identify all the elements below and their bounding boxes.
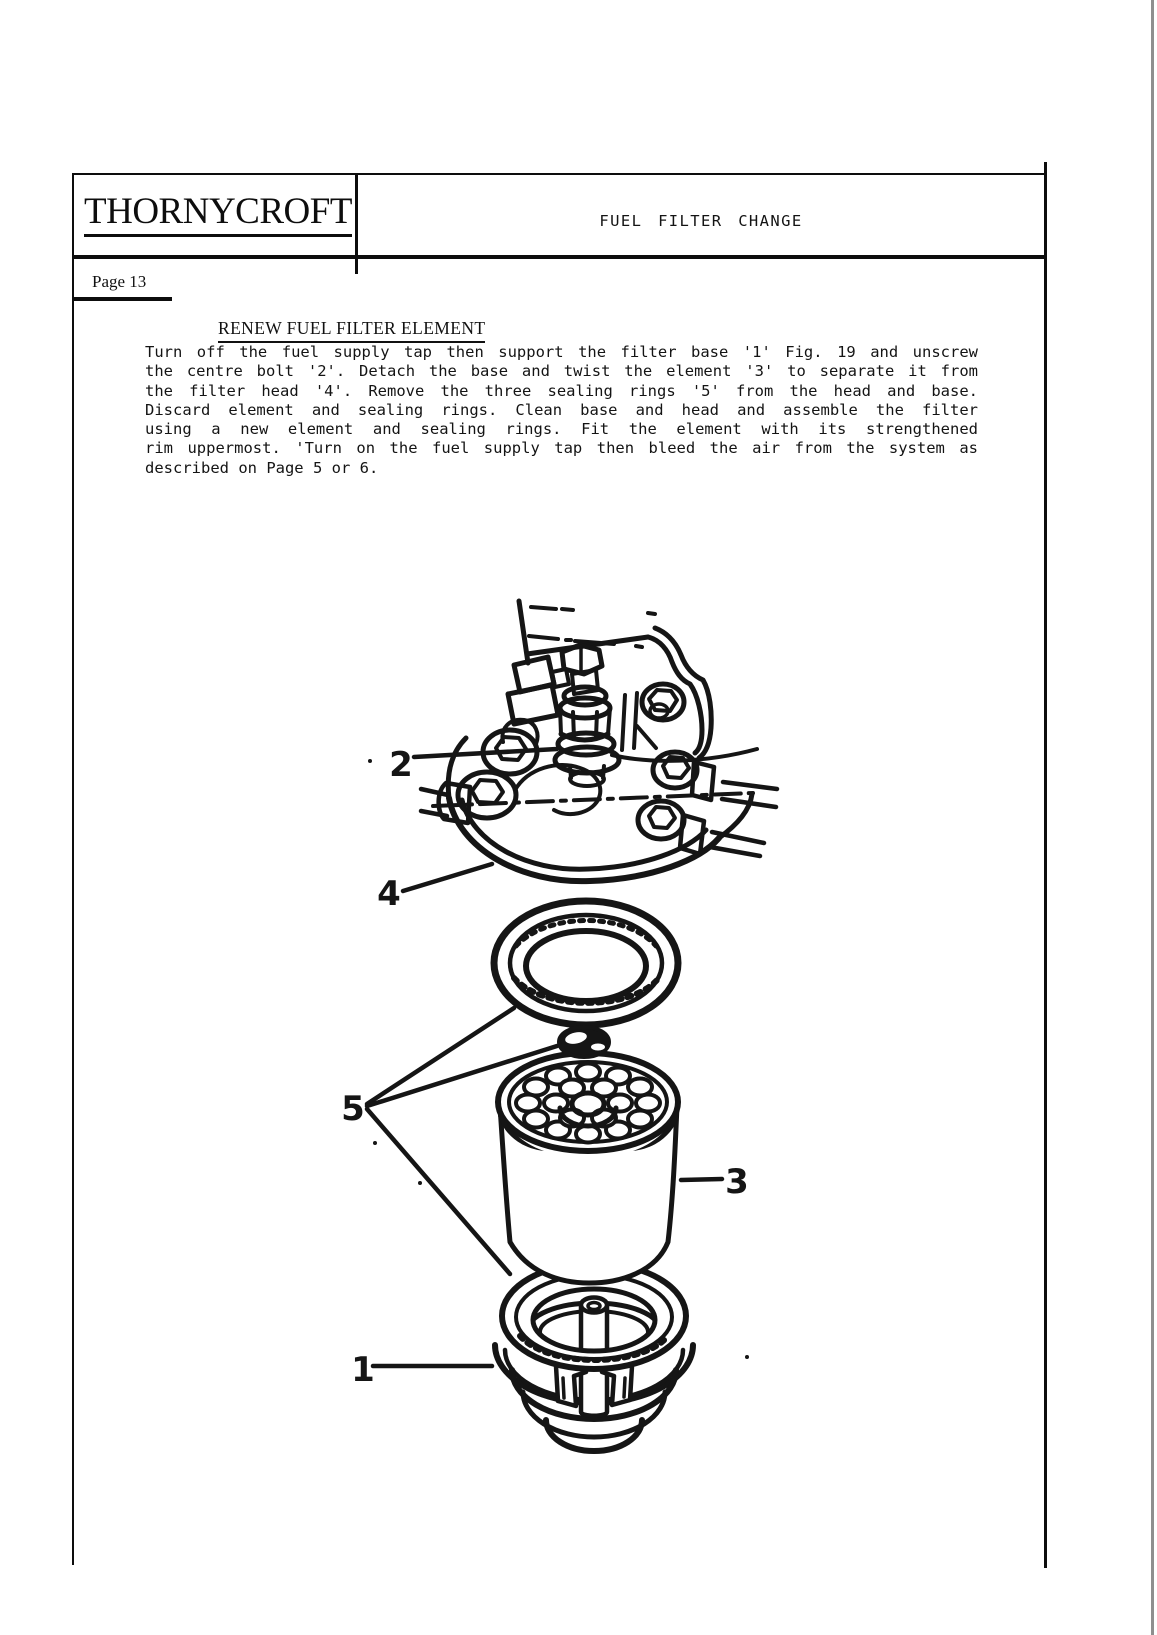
- body-line: the filter head '4'. Remove the three sealing rings '5' from the head and base.: [145, 381, 978, 400]
- sealing-ring-large: [494, 901, 678, 1025]
- page-number: Page 13: [92, 272, 147, 291]
- body-line: described on Page 5 or 6.: [145, 458, 379, 477]
- figure-label-element: 3: [725, 1162, 749, 1202]
- figure-label-centre-bolt: 2: [389, 745, 413, 785]
- section-heading: RENEW FUEL FILTER ELEMENT: [218, 318, 485, 343]
- figure-label-filter-head: 4: [377, 874, 401, 914]
- body-line: using a new element and sealing rings. Fit the element with its strengthened: [145, 420, 978, 439]
- filter-element: [498, 1053, 679, 1283]
- leader-element: [681, 1179, 722, 1180]
- filter-head-group: [421, 601, 777, 881]
- leader-filter-head: [403, 864, 492, 891]
- document-title: FUEL FILTER CHANGE: [599, 212, 803, 230]
- body-line: Turn off the fuel supply tap then support the filter base '1' Fig. 19 and unscrew: [145, 343, 978, 361]
- body-line: rim uppermost. 'Turn on the fuel supply tap then bleed the air from the system as: [145, 439, 978, 458]
- figure-label-sealing-rings: 5: [341, 1089, 365, 1129]
- body-line: Discard element and sealing rings. Clean base and head and assemble the filter: [145, 400, 978, 419]
- leader-seal-lower: [367, 1109, 510, 1274]
- figure-label-filter-base: 1: [351, 1350, 375, 1390]
- filter-head-body: [421, 720, 777, 881]
- bleed-fitting: [508, 657, 569, 724]
- body-line: the centre bolt '2'. Detach the base and twist the element '3' to separate it from: [145, 362, 978, 381]
- sealing-ring-small: [559, 1027, 609, 1057]
- leader-seal-upper: [367, 1008, 514, 1104]
- brand-logo: THORNYCROFT: [84, 193, 352, 237]
